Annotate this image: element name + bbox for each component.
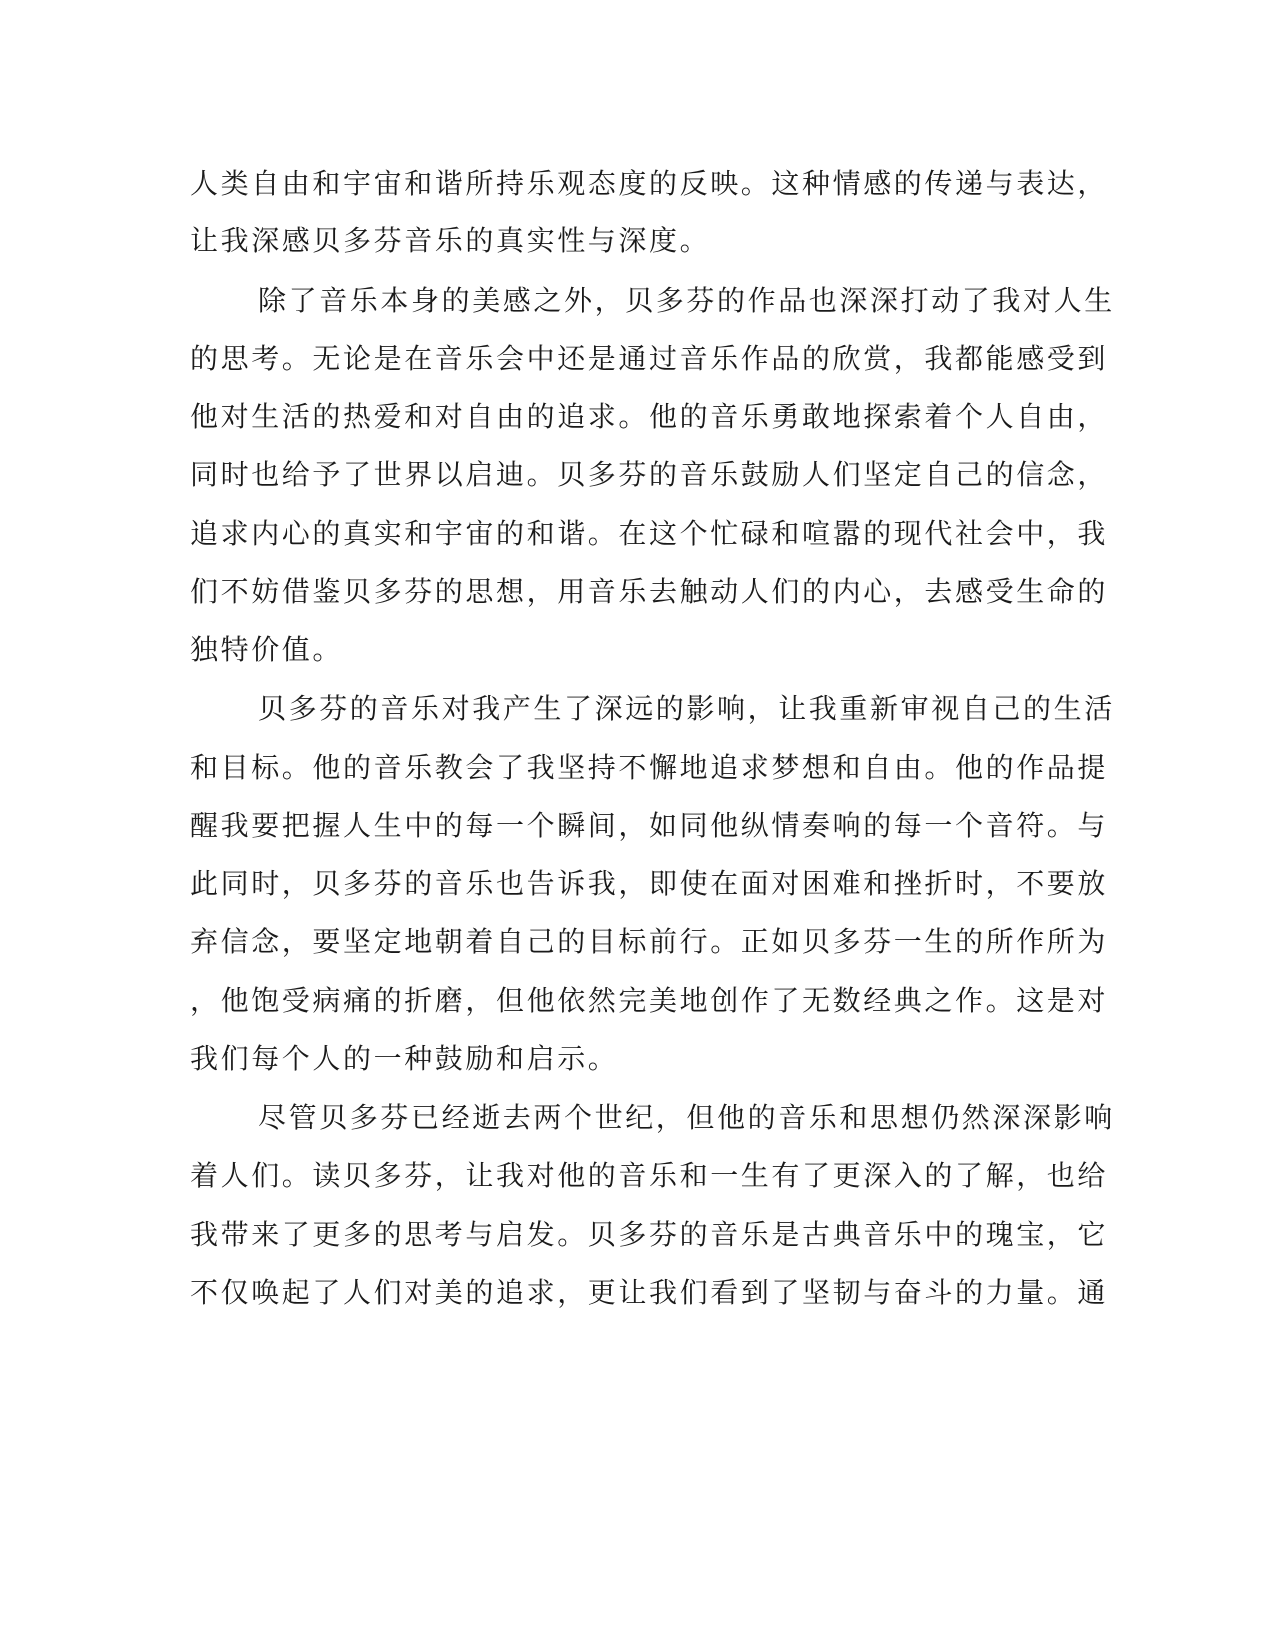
text-line: 让我深感贝多芬音乐的真实性与深度。 xyxy=(190,224,711,257)
text-line: 们不妨借鉴贝多芬的思想，用音乐去触动人们的内心，去感受生命的 xyxy=(190,575,1109,608)
text-line: ，他饱受病痛的折磨，但他依然完美地创作了无数经典之作。这是对 xyxy=(190,984,1109,1017)
paragraph-first-line: 除了音乐本身的美感之外，贝多芬的作品也深深打动了我对人生 xyxy=(258,284,1115,317)
paragraph-first-line: 贝多芬的音乐对我产生了深远的影响，让我重新审视自己的生活 xyxy=(258,692,1115,725)
text-line: 我带来了更多的思考与启发。贝多芬的音乐是古典音乐中的瑰宝，它 xyxy=(190,1218,1109,1251)
text-line: 弃信念，要坚定地朝着自己的目标前行。正如贝多芬一生的所作所为 xyxy=(190,925,1109,958)
text-line: 同时也给予了世界以启迪。贝多芬的音乐鼓励人们坚定自己的信念， xyxy=(190,458,1109,491)
text-line: 不仅唤起了人们对美的追求，更让我们看到了坚韧与奋斗的力量。通 xyxy=(190,1276,1109,1309)
text-line: 和目标。他的音乐教会了我坚持不懈地追求梦想和自由。他的作品提 xyxy=(190,751,1109,784)
text-line: 独特价值。 xyxy=(190,633,344,666)
text-line: 醒我要把握人生中的每一个瞬间，如同他纵情奏响的每一个音符。与 xyxy=(190,809,1109,842)
text-line: 人类自由和宇宙和谐所持乐观态度的反映。这种情感的传递与表达， xyxy=(190,167,1109,200)
text-line: 他对生活的热爱和对自由的追求。他的音乐勇敢地探索着个人自由， xyxy=(190,400,1109,433)
text-line: 着人们。读贝多芬，让我对他的音乐和一生有了更深入的了解，也给 xyxy=(190,1159,1109,1192)
text-line: 追求内心的真实和宇宙的和谐。在这个忙碌和喧嚣的现代社会中，我 xyxy=(190,517,1109,550)
text-line: 此同时，贝多芬的音乐也告诉我，即使在面对困难和挫折时，不要放 xyxy=(190,867,1109,900)
text-line: 的思考。无论是在音乐会中还是通过音乐作品的欣赏，我都能感受到 xyxy=(190,342,1109,375)
paragraph-first-line: 尽管贝多芬已经逝去两个世纪，但他的音乐和思想仍然深深影响 xyxy=(258,1101,1115,1134)
text-line: 我们每个人的一种鼓励和启示。 xyxy=(190,1042,619,1075)
